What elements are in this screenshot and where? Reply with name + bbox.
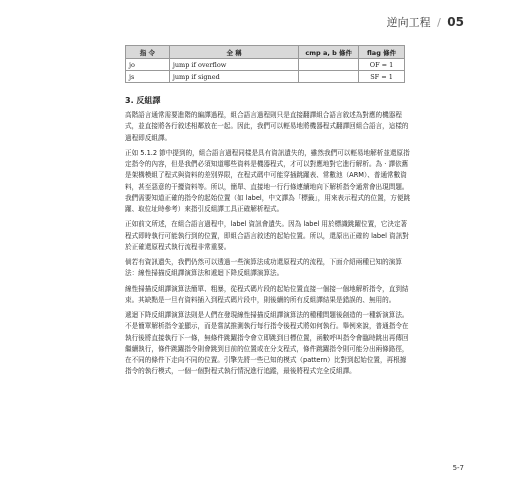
running-header	[387, 14, 464, 30]
table-header-cell: 指 令	[126, 46, 170, 59]
body-content	[125, 95, 411, 382]
paragraph: 正如前文所述，在組合語言過程中，label 資訊會遺失。因為 label 用於標識跳躍位置，它決定著程式即時執行可能執行到的位置，即組合語言敘述的起始位置。所以，還原出正確的 label 資訊對於正確還原程式執行流程非常重要。	[125, 220, 409, 251]
table-cell: OF = 1	[359, 59, 405, 71]
table-header-cell: flag 條件	[359, 46, 405, 59]
table-header-row	[126, 46, 405, 59]
table-cell: jump if signed	[169, 71, 298, 83]
paragraph: 正如 5.1.2 節中提到的，組合語言過程同樣是具有資訊遺失的，雖然我們可以輕易地解析並還原指定指令的內容，但是我們必須知道哪些資料是機器程式，才可以對應地對它進行解析。為 · 譯依舊是架構模組了程式與資料的差別界限，在程式碼中可能穿插跳躍表、常數池（ARM）、普通常數資料，甚至惡意的干擾資料等。所以，簡單、直接地一行行條連續地向下解析指令通常會出現問題。我們需要知道正確的指令的起始位置（如 label，中文譯為「標籤」，用來表示程式的位置，方便跳躍、取位址時參考）來指引反組譯工具正確解析程式。	[125, 148, 411, 213]
table-header-cell: 全 稱	[169, 46, 298, 59]
paragraph: 高階語言通常需要進階的編譯過程，組合語言過程則只是直接翻譯組合語言敘述為對應的機器程式，並直接將各行敘述相鄰放在一起。因此，我們可以輕易地將機器程式翻譯回組合語言，這樣的過程即反組譯。	[125, 111, 409, 142]
table-cell: jump if overflow	[169, 59, 298, 71]
table-header-cell: cmp a, b 條件	[299, 46, 359, 59]
table-cell: js	[126, 71, 170, 83]
table-cell: SF = 1	[359, 71, 405, 83]
table-row	[126, 59, 405, 71]
table-cell: jo	[126, 59, 170, 71]
paragraph: 倘若有資訊遺失，我們仍然可以透過一些演算法成功還原程式的流程，下面介紹兩種已知的演算法：線性掃描反組譯演算法和遞迴下降反組譯演算法。	[125, 258, 402, 278]
table-cell	[299, 71, 359, 83]
header-title: 逆向工程	[386, 16, 431, 29]
jump-instruction-table	[125, 45, 405, 83]
table-cell	[299, 59, 359, 71]
table-row	[126, 71, 405, 83]
header-separator: /	[437, 16, 441, 29]
paragraph: 遞迴下降反組譯演算法則是人們在發現線性掃描反組譯演算法的種種問題後創造的一種新演算法。不是簡單解析指令並顯示，而是嘗試推測執行每行指令後程式將如何執行。舉例來說，普通指令在執行後將直接執行下一條，無條件跳躍指令會立即跳到目標位置，函數呼叫指令會臨時跳出再傳回繼續執行，條件跳躍指令則會跳到目前的位置或在分支程式，條件跳躍指令則可能分出兩條路徑，在不同的條件下走向不同的位置。引擎先將一些已知的模式（pattern）比對到起始位置，再根據指令的執行模式，一個一個對程式執行情況進行追蹤，最後將程式完全反組譯。	[125, 311, 409, 376]
section-heading: 3. 反組譯	[125, 96, 161, 105]
paragraph: 線性掃描反組譯演算法簡單、粗暴，從程式碼片段的起始位置直接一個接一個地解析指令，直到結束。其缺點是一旦有資料插入到程式碼片段中，則後續的所有反組譯結果是錯誤的、無用的。	[125, 284, 409, 304]
chapter-number: 05	[447, 15, 464, 29]
page-number: 5-7	[452, 464, 464, 472]
